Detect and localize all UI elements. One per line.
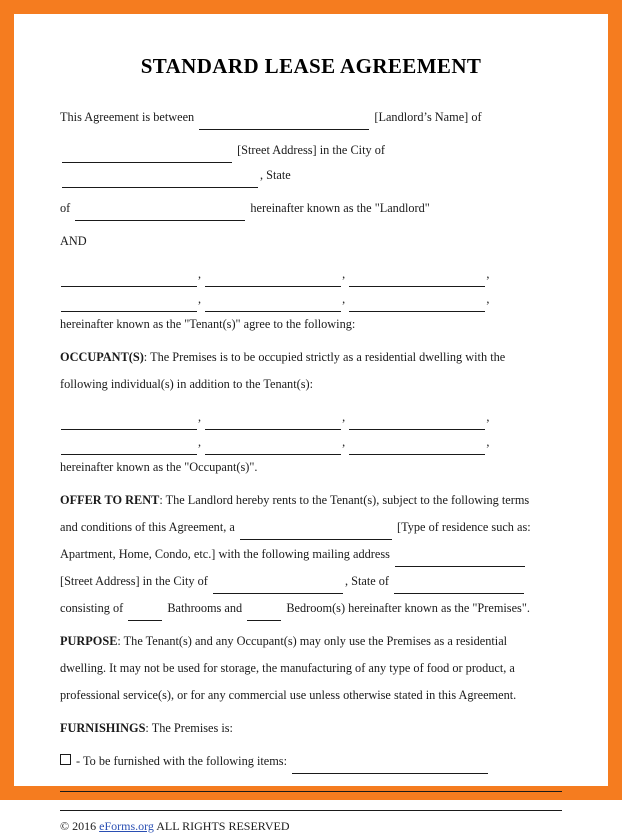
eforms-link[interactable]: eForms.org [99,819,154,833]
furnished-option-label: - To be furnished with the following items: [76,754,288,768]
offer-text-bedrooms: Bedroom(s) hereinafter known as the "Premises". [286,601,530,615]
tenant-4-name-blank[interactable] [61,298,197,312]
tenant-row-2: , , , [60,287,562,312]
offer-text-street-city: [Street Address] in the City of [60,574,208,588]
occupants-acknowledgement: hereinafter known as the "Occupant(s)". [60,460,258,474]
furnished-items-continuation-line[interactable] [60,790,562,792]
document-page [14,14,608,833]
intro-text-b: [Landlord’s Name] of [374,110,482,124]
premises-mailing-address-blank[interactable] [395,553,525,567]
furnishings-section [60,716,562,741]
offer-text-state: , State of [344,574,390,588]
occupants-section-line-1 [60,345,562,370]
offer-heading: OFFER TO RENT [60,493,160,507]
tenant-2-name-blank[interactable] [205,273,341,287]
occupants-body: : The Premises is to be occupied strictly as a residential dwelling with the [143,350,506,364]
occupants-section-line-2: following individual(s) in addition to the Tenant(s): [60,377,314,391]
tenant-3-name-blank[interactable] [349,273,485,287]
offer-text-bathrooms: Bathrooms and [167,601,243,615]
furnishings-option-row [60,749,562,774]
landlord-street-address-blank[interactable] [62,149,232,163]
occupant-2-name-blank[interactable] [205,416,341,430]
and-connector: AND [60,234,87,248]
page-title: STANDARD LEASE AGREEMENT [140,54,482,78]
occupant-row-2: , , , [60,430,562,455]
purpose-body-1: : The Tenant(s) and any Occupant(s) may only use the Premises as a residential [117,634,508,648]
occupant-5-name-blank[interactable] [205,441,341,455]
offer-body: : The Landlord hereby rents to the Tenant(s), subject to the following terms [159,493,530,507]
bedrooms-count-blank[interactable] [247,607,281,621]
bathrooms-count-blank[interactable] [128,607,162,621]
offer-section-line-2 [60,515,562,540]
intro-text-of: of [60,201,71,215]
offer-text-conditions: and conditions of this Agreement, a [60,520,235,534]
offer-section-line-5 [60,596,562,621]
offer-section-line-3 [60,542,562,567]
copyright-text: © 2016 [60,819,97,833]
offer-section-line-1 [60,488,562,513]
occupant-1-name-blank[interactable] [61,416,197,430]
purpose-section-line-2: dwelling. It may not be used for storage, the manufacturing of any type of food or product, a [60,661,515,675]
tenant-1-name-blank[interactable] [61,273,197,287]
landlord-city-blank[interactable] [62,174,258,188]
occupant-3-name-blank[interactable] [349,416,485,430]
landlord-state-blank[interactable] [75,207,245,221]
intro-text-a: This Agreement is between [60,110,195,124]
occupant-6-name-blank[interactable] [349,441,485,455]
landlord-name-blank[interactable] [199,116,369,130]
residence-type-blank[interactable] [240,526,392,540]
tenant-row-1: , , , [60,262,562,287]
intro-line-1 [60,105,562,130]
premises-city-blank[interactable] [213,580,343,594]
furnishings-heading: FURNISHINGS [60,721,146,735]
purpose-section-line-1 [60,629,562,654]
rights-text: ALL RIGHTS RESERVED [156,819,290,833]
footer [60,811,562,834]
offer-text-type: [Type of residence such as: [397,520,531,534]
furnishings-body: : The Premises is: [145,721,233,735]
tenant-5-name-blank[interactable] [205,298,341,312]
purpose-section-line-3: professional service(s), or for any commercial use unless otherwise stated in this Agreement. [60,688,517,702]
intro-text-street: [Street Address] in the City of [237,143,385,157]
tenant-acknowledgement: hereinafter known as the "Tenant(s)" agree to the following: [60,317,356,331]
purpose-heading: PURPOSE [60,634,118,648]
occupant-4-name-blank[interactable] [61,441,197,455]
offer-text-consisting: consisting of [60,601,124,615]
intro-line-2 [60,138,562,188]
intro-line-3 [60,196,562,221]
intro-text-state: , State [260,168,291,182]
offer-text-mailing: Apartment, Home, Condo, etc.] with the following mailing address [60,547,390,561]
occupants-heading: OCCUPANT(S) [60,350,144,364]
premises-state-blank[interactable] [394,580,524,594]
furnished-checkbox[interactable] [60,754,71,765]
offer-section-line-4 [60,569,562,594]
occupant-row-1: , , , [60,405,562,430]
intro-text-landlord-known: hereinafter known as the "Landlord" [250,201,430,215]
tenant-6-name-blank[interactable] [349,298,485,312]
furnished-items-blank[interactable] [292,760,488,774]
